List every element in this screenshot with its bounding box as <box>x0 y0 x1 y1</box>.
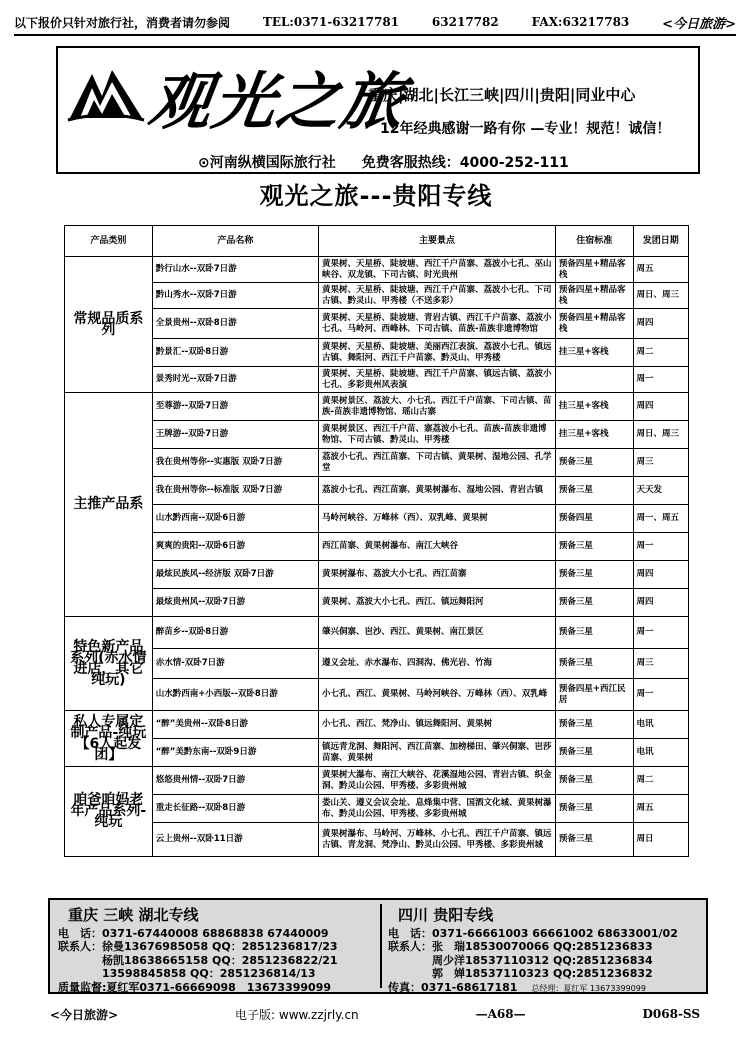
lodge-cell: 预备三星 <box>555 589 633 617</box>
lodge-cell: 预备三星 <box>555 767 633 795</box>
lodge-cell: 预备四星+精品客栈 <box>555 257 633 283</box>
agency-name: ⊙河南纵横国际旅行社 <box>198 155 336 171</box>
date-cell: 周四 <box>633 561 688 589</box>
notice-text: 以下报价只针对旅行社，消费者请勿参阅 <box>14 15 231 30</box>
date-cell: 周日、周三 <box>633 283 688 309</box>
agency-header <box>56 46 700 174</box>
name-cell: 重走长征路--双卧8日游 <box>152 795 318 823</box>
contact-line: 郭 婵18537110323 QQ:2851236832 <box>388 967 653 981</box>
date-cell: 周一 <box>633 533 688 561</box>
spots-cell: 遵义会址、赤水瀑布、四洞沟、佛光岩、竹海 <box>319 649 556 679</box>
date-cell: 周三 <box>633 449 688 477</box>
name-cell: 黔景汇--双卧8日游 <box>152 339 318 367</box>
lodge-cell: 预备三星 <box>555 823 633 857</box>
brand-text: <今日旅游> <box>662 16 736 32</box>
name-cell: “醉”美黔东南--双卧9日游 <box>152 739 318 767</box>
name-cell: 山水黔西南+小西版--双卧8日游 <box>152 679 318 711</box>
table-row <box>65 533 689 561</box>
table-row <box>65 767 689 795</box>
spots-cell: 黄果树、天星桥、陡坡塘、美丽西江表演、荔波小七孔、镇远古镇、舞阳河、西江千户苗寨、黔灵山、甲秀楼 <box>319 339 556 367</box>
spots-cell: 荔波小七孔、西江苗寨、下司古镇、黄果树、湿地公园、孔学堂 <box>319 449 556 477</box>
table-row <box>65 257 689 283</box>
spots-cell: 黄果树景区、西江千户苗、寨荔波小七孔、苗族-苗族非遗博物馆、下司古镇、黔灵山、甲秀楼 <box>319 421 556 449</box>
spots-cell: 小七孔、西江、黄果树、马岭河峡谷、万峰林（西）、双乳峰 <box>319 679 556 711</box>
contact-line: 周少洋18537110312 QQ:2851236834 <box>388 953 653 967</box>
col-header: 发团日期 <box>633 226 688 257</box>
spots-cell: 西江苗寨、黄果树瀑布、南江大峡谷 <box>319 533 556 561</box>
hotline: 免费客服热线：4000-252-111 <box>361 155 569 171</box>
name-cell: 山水黔西南--双卧6日游 <box>152 505 318 533</box>
spots-cell: 黄果树大瀑布、南江大峡谷、花溪湿地公园、青岩古镇、织金洞、黔灵山公园、甲秀楼、多彩贵州城 <box>319 767 556 795</box>
contacts-left-title: 重庆 三峡 湖北专线 <box>68 906 199 924</box>
footer-brand: <今日旅游> <box>50 1007 119 1022</box>
table-row <box>65 711 689 739</box>
category-cell: 主推产品系 <box>65 393 153 617</box>
lodge-cell: 预备三星 <box>555 449 633 477</box>
fax-line: 传真：0371-68617181 <box>388 980 518 994</box>
business-centers: 重庆|湖北|长江三峡|四川|贵阳|同业中心 <box>368 86 636 104</box>
lodge-cell: 挂三星+客栈 <box>555 339 633 367</box>
header-bottom-line <box>198 152 569 172</box>
fax-text: FAX:63217783 <box>531 15 630 29</box>
table-row <box>65 367 689 393</box>
mountain-logo-icon <box>66 66 146 126</box>
spots-cell: 小七孔、西江、梵净山、镇远舞阳河、黄果树 <box>319 711 556 739</box>
name-cell: 爽爽的贵阳--双卧6日游 <box>152 533 318 561</box>
date-cell: 周二 <box>633 767 688 795</box>
lodge-cell: 预备三星 <box>555 711 633 739</box>
name-cell: “醉”美贵州--双卧8日游 <box>152 711 318 739</box>
page-number: —A68— <box>475 1007 526 1021</box>
table-row <box>65 449 689 477</box>
name-cell: 景秀时光--双卧7日游 <box>152 367 318 393</box>
table-header-row <box>65 226 689 257</box>
date-cell: 天天发 <box>633 477 688 505</box>
contact-line: 杨凯18638665158 QQ：2851236822/21 <box>58 953 338 967</box>
lodge-cell: 挂三星+客栈 <box>555 393 633 421</box>
contacts-divider <box>380 904 382 988</box>
name-cell: 我在贵州等你--标准版 双卧7日游 <box>152 477 318 505</box>
contact-line: 电 话：0371-67440008 68868838 67440009 <box>58 927 329 940</box>
tel2-text: 63217782 <box>431 15 499 29</box>
lodge-cell: 预备四星+精品客栈 <box>555 309 633 339</box>
date-cell: 周日 <box>633 823 688 857</box>
name-cell: 醉苗乡--双卧8日游 <box>152 617 318 649</box>
spots-cell: 黄果树瀑布、荔波大小七孔、西江苗寨 <box>319 561 556 589</box>
date-cell: 周四 <box>633 589 688 617</box>
date-cell: 周一、周五 <box>633 505 688 533</box>
name-cell: 最炫民族风--经济版 双卧7日游 <box>152 561 318 589</box>
date-cell: 周四 <box>633 393 688 421</box>
table-row <box>65 795 689 823</box>
date-cell: 周一 <box>633 617 688 649</box>
slogan: 12年经典感谢一路有你 —专业！规范！诚信！ <box>380 121 671 137</box>
footer-web: 电子版: www.zzjrly.cn <box>235 1007 359 1022</box>
lodge-cell: 预备三星 <box>555 561 633 589</box>
lodge-cell: 预备四星+精品客栈 <box>555 283 633 309</box>
spots-cell: 黄果树、天星桥、陡坡塘、西江千户苗寨、镇远古镇、荔波小七孔、多彩贵州风表演 <box>319 367 556 393</box>
contact-line: 13598845858 QQ：2851236814/13 <box>58 967 316 981</box>
lodge-cell: 预备三星 <box>555 477 633 505</box>
product-table <box>64 225 689 857</box>
table-row <box>65 477 689 505</box>
date-cell: 周二 <box>633 339 688 367</box>
name-cell: 至尊游--双卧7日游 <box>152 393 318 421</box>
col-header: 住宿标准 <box>555 226 633 257</box>
category-cell: 私人专属定制产品-纯玩【6人起发团】 <box>65 711 153 767</box>
date-cell: 周三 <box>633 649 688 679</box>
date-cell: 周四 <box>633 309 688 339</box>
tel-text: TEL:0371-63217781 <box>262 15 400 29</box>
spots-cell: 黄果树、荔波大小七孔、西江、镇远舞阳河 <box>319 589 556 617</box>
name-cell: 黔山秀水--双卧7日游 <box>152 283 318 309</box>
contact-line: 联系人：张 瑞18530070066 QQ:2851236833 <box>388 940 653 954</box>
category-cell: 特色新产品系列(赤水情进店，其它纯玩) <box>65 617 153 711</box>
table-row <box>65 823 689 857</box>
spots-cell: 黄果树景区、荔波大、小七孔、西江千户苗寨、下司古镇、苗族-苗族非遗博物馆、瑶山古寨 <box>319 393 556 421</box>
table-row <box>65 339 689 367</box>
spots-cell: 黄果树、天星桥、陡坡塘、青岩古镇、西江千户苗寨、荔波小七孔、马岭河、西峰林、下司古镇、苗族-苗族非遗博物馆 <box>319 309 556 339</box>
table-row <box>65 617 689 649</box>
lodge-cell: 预备四星 <box>555 505 633 533</box>
date-cell: 周一 <box>633 679 688 711</box>
table-row <box>65 589 689 617</box>
lodge-cell: 预备三星 <box>555 617 633 649</box>
category-cell: 常规品质系列 <box>65 257 153 393</box>
col-header: 产品名称 <box>152 226 318 257</box>
name-cell: 王牌游--双卧7日游 <box>152 421 318 449</box>
contacts-box <box>48 898 708 994</box>
lodge-cell <box>555 367 633 393</box>
table-row <box>65 649 689 679</box>
table-row <box>65 309 689 339</box>
spots-cell: 镇远青龙洞、舞阳河、西江苗寨、加榜梯田、肇兴侗寨、岜莎苗寨、黄果树 <box>319 739 556 767</box>
contact-line <box>388 981 704 995</box>
table-row <box>65 739 689 767</box>
spots-cell: 娄山关、遵义会议会址、息烽集中营、国酒文化城、黄果树瀑布、黔灵山公园、甲秀楼、多彩贵州城 <box>319 795 556 823</box>
contacts-right <box>388 900 704 992</box>
page-code: D068-SS <box>642 1007 700 1021</box>
contact-line: 电 话：0371-66661003 66661002 68633001/02 <box>388 927 678 940</box>
category-cell: 咱爸咱妈老年产品系列-纯玩 <box>65 767 153 857</box>
table-row <box>65 679 689 711</box>
page-title: 观光之旅---贵阳专线 <box>259 182 493 210</box>
date-cell: 周五 <box>633 795 688 823</box>
name-cell: 黔行山水--双卧7日游 <box>152 257 318 283</box>
name-cell: 悠悠贵州情--双卧7日游 <box>152 767 318 795</box>
contact-line: 质量监督:夏红军0371-66669098 13673399099 <box>58 980 332 994</box>
lodge-cell: 预备三星 <box>555 739 633 767</box>
contacts-left <box>58 900 378 992</box>
lodge-cell: 预备三星 <box>555 795 633 823</box>
name-cell: 赤水情-双卧7日游 <box>152 649 318 679</box>
col-header: 产品类别 <box>65 226 153 257</box>
table-row <box>65 505 689 533</box>
name-cell: 最炫贵州风--双卧7日游 <box>152 589 318 617</box>
date-cell: 周五 <box>633 257 688 283</box>
table-row <box>65 421 689 449</box>
spots-cell: 荔波小七孔、西江苗寨、黄果树瀑布、湿地公园、青岩古镇 <box>319 477 556 505</box>
logo-title: 观光之旅 <box>144 65 411 138</box>
date-cell: 电讯 <box>633 711 688 739</box>
name-cell: 我在贵州等你--实惠版 双卧7日游 <box>152 449 318 477</box>
spots-cell: 肇兴侗寨、岜沙、西江、黄果树、南江景区 <box>319 617 556 649</box>
name-cell: 云上贵州--双卧11日游 <box>152 823 318 857</box>
lodge-cell: 预备三星 <box>555 649 633 679</box>
lodge-cell: 预备三星 <box>555 533 633 561</box>
date-cell: 周日、周三 <box>633 421 688 449</box>
lodge-cell: 预备四星+西江民居 <box>555 679 633 711</box>
name-cell: 全景贵州--双卧8日游 <box>152 309 318 339</box>
contacts-right-title: 四川 贵阳专线 <box>398 906 494 924</box>
date-cell: 周一 <box>633 367 688 393</box>
spots-cell: 黄果树瀑布、马岭河、万峰林、小七孔、西江千户苗寨、镇远古镇、青龙洞、梵净山、黔灵山公园、甲秀楼、多彩贵州城 <box>319 823 556 857</box>
page-footer <box>50 1003 700 1025</box>
date-cell: 电讯 <box>633 739 688 767</box>
spots-cell: 马岭河峡谷、万峰林（西）、双乳峰、黄果树 <box>319 505 556 533</box>
table-row <box>65 283 689 309</box>
spots-cell: 黄果树、天星桥、陡坡塘、西江千户苗寨、荔波小七孔、下司古镇、黔灵山、甲秀楼（不送多彩） <box>319 283 556 309</box>
table-row <box>65 393 689 421</box>
top-info-bar <box>14 10 736 36</box>
contact-line: 联系人：徐曼13676985058 QQ：2851236817/23 <box>58 940 338 954</box>
col-header: 主要景点 <box>319 226 556 257</box>
spots-cell: 黄果树、天星桥、陡坡塘、西江千户苗寨、荔波小七孔、巫山峡谷、双龙镇、下司古镇、时光贵州 <box>319 257 556 283</box>
table-row <box>65 561 689 589</box>
lodge-cell: 挂三星+客栈 <box>555 421 633 449</box>
supervisor: 总经理：夏红军 13673399099 <box>531 983 646 993</box>
